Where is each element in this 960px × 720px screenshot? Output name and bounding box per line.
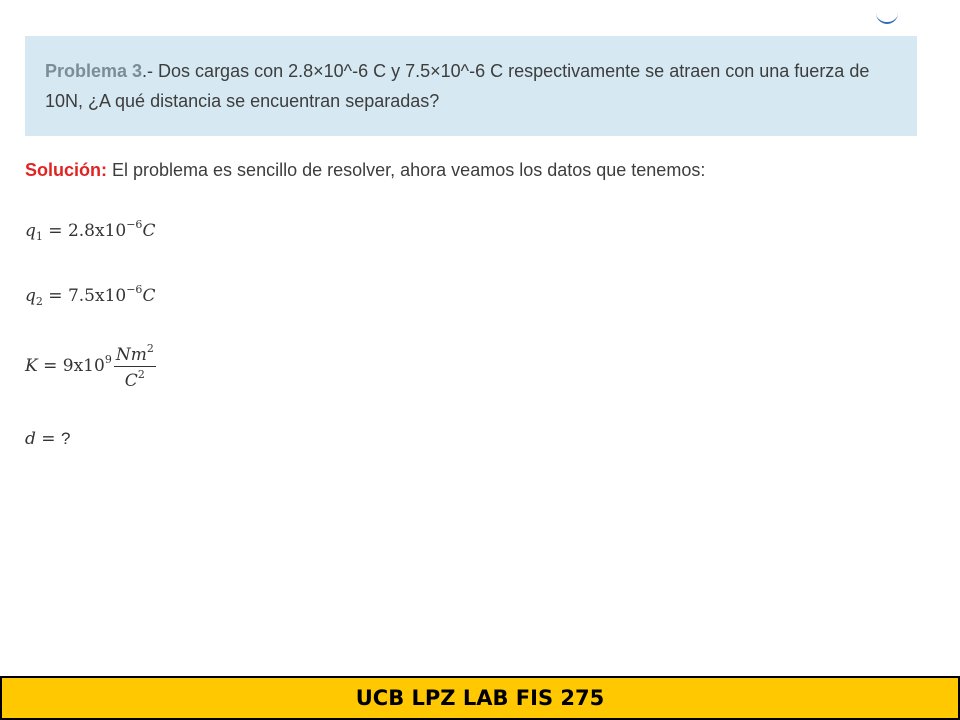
d-equals: = (35, 429, 61, 449)
q2-variable: q (25, 286, 36, 306)
footer-banner (0, 676, 960, 720)
k-variable: K (25, 356, 38, 376)
q2-subscript: 2 (35, 295, 43, 308)
k-value: 9x10 (62, 356, 105, 376)
equation-q1 (25, 218, 155, 243)
k-numerator-exponent: 2 (146, 342, 154, 355)
problem-label: Problema 3 (45, 61, 143, 81)
k-denominator-exponent: 2 (137, 368, 145, 381)
d-variable: d (25, 429, 36, 449)
k-numerator-unit: Nm (115, 345, 147, 365)
solution-label: Solución: (25, 160, 107, 180)
k-fraction (114, 342, 156, 391)
corner-arc-decoration (876, 12, 898, 24)
solution-intro (25, 156, 705, 184)
footer-text: UCB LPZ LAB FIS 275 (355, 686, 605, 710)
problem-box (25, 36, 917, 136)
q1-unit: C (142, 221, 156, 241)
q2-unit: C (142, 286, 156, 306)
k-denominator (114, 367, 156, 391)
solution-text: El problema es sencillo de resolver, ahora veamos los datos que tenemos: (107, 160, 706, 180)
q1-variable: q (25, 221, 36, 241)
q1-subscript: 1 (35, 230, 43, 243)
q2-equals: = (42, 286, 68, 306)
q1-equals: = (42, 221, 68, 241)
equation-k (25, 342, 156, 391)
q2-exponent: −6 (126, 283, 143, 296)
problem-statement (45, 56, 897, 116)
equation-q2 (25, 283, 155, 308)
k-denominator-unit: C (124, 371, 138, 391)
k-exponent: 9 (104, 353, 112, 366)
d-unknown: ? (60, 429, 71, 448)
k-equals: = (37, 356, 63, 376)
q2-value: 7.5x10 (67, 286, 127, 306)
equation-d (25, 429, 70, 449)
k-numerator (114, 342, 156, 367)
q1-value: 2.8x10 (67, 221, 127, 241)
q1-exponent: −6 (126, 218, 143, 231)
problem-text: .- Dos cargas con 2.8×10^-6 C y 7.5×10^-6 C respectivamente se atraen con una fuerza de 10N, ¿A qué distancia se encuentran separadas? (45, 61, 870, 111)
